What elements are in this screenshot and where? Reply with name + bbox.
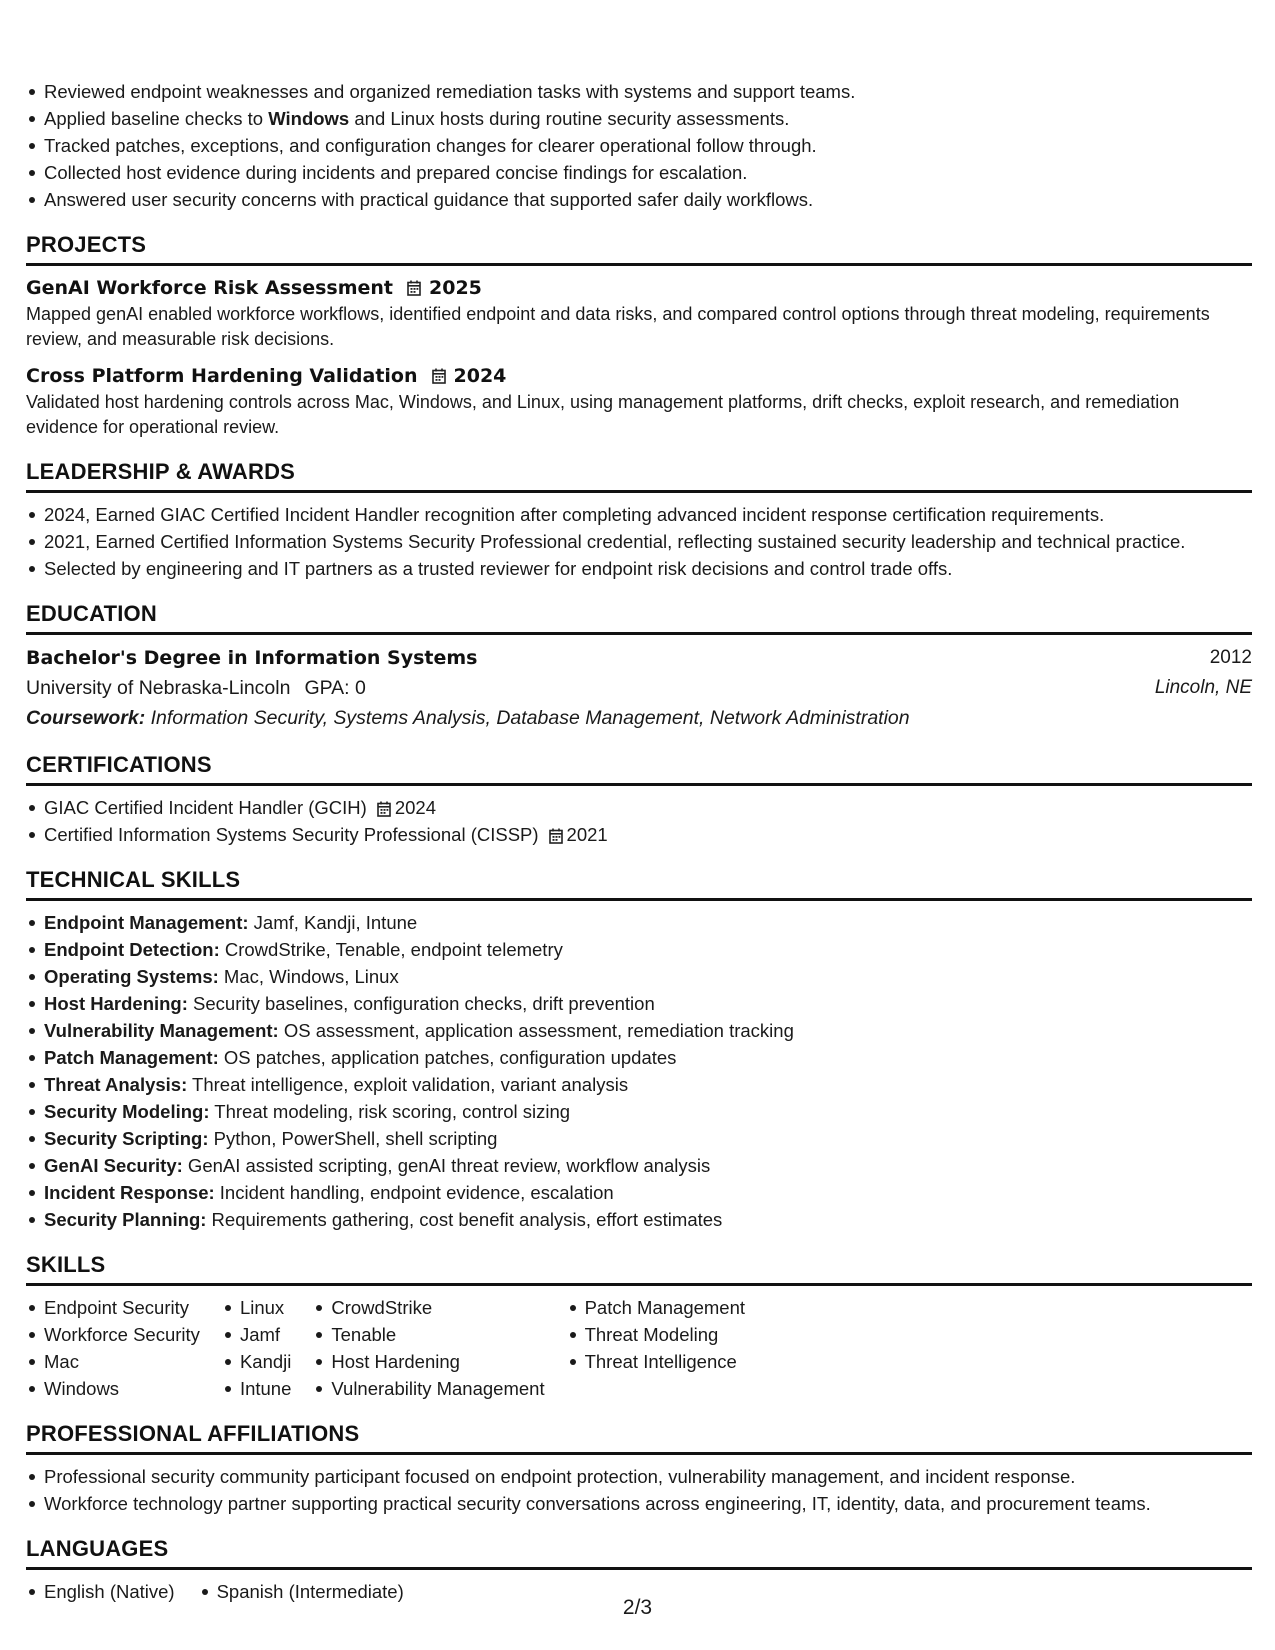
list-item <box>26 794 1252 821</box>
skills-column <box>313 1294 544 1402</box>
list-item: Threat Analysis: Threat intelligence, exploit validation, variant analysis <box>26 1071 1252 1098</box>
list-item: CrowdStrike <box>313 1294 544 1321</box>
list-item: Reviewed endpoint weaknesses and organized remediation tasks with systems and support teams. <box>26 78 1252 105</box>
school-name: University of Nebraska-Lincoln <box>26 677 291 699</box>
degree: Bachelor's Degree in Information Systems <box>26 647 478 669</box>
list-item: Mac <box>26 1348 200 1375</box>
project-item <box>26 274 1252 352</box>
list-item: Patch Management: OS patches, application patches, configuration updates <box>26 1044 1252 1071</box>
certification-name: GIAC Certified Incident Handler (GCIH) <box>44 797 367 818</box>
coursework: Coursework: Information Security, Systems Analysis, Database Management, Network Administration <box>26 707 910 729</box>
list-item: Applied baseline checks to Windows and Linux hosts during routine security assessments. <box>26 105 1252 132</box>
graduation-year: 2012 <box>1209 647 1252 668</box>
list-item: Threat Modeling <box>567 1321 745 1348</box>
skills-column <box>567 1294 745 1402</box>
list-item: Incident Response: Incident handling, endpoint evidence, escalation <box>26 1179 1252 1206</box>
list-item: Threat Intelligence <box>567 1348 745 1375</box>
project-item <box>26 362 1252 440</box>
section-title-languages: LANGUAGES <box>26 1535 1252 1570</box>
list-item: Vulnerability Management: OS assessment, application assessment, remediation tracking <box>26 1017 1252 1044</box>
certification-name: Certified Information Systems Security Professional (CISSP) <box>44 824 539 845</box>
project-description: Mapped genAI enabled workforce workflows, identified endpoint and data risks, and compared control options through threat modeling, requirements review, and measurable risk decisions. <box>26 304 1210 349</box>
list-item: Spanish (Intermediate) <box>199 1578 404 1605</box>
list-item <box>26 821 1252 848</box>
list-item: Intune <box>222 1375 291 1402</box>
list-item: Endpoint Detection: CrowdStrike, Tenable, endpoint telemetry <box>26 936 1252 963</box>
list-item: 2024, Earned GIAC Certified Incident Handler recognition after completing advanced incident response certification requirements. <box>26 501 1252 528</box>
skills-column <box>222 1294 291 1402</box>
calendar-icon <box>407 280 421 296</box>
list-item: Patch Management <box>567 1294 745 1321</box>
list-item: English (Native) <box>26 1578 175 1605</box>
section-title-affiliations: PROFESSIONAL AFFILIATIONS <box>26 1420 1252 1455</box>
list-item: GenAI Security: GenAI assisted scripting, genAI threat review, workflow analysis <box>26 1152 1252 1179</box>
gpa: GPA: 0 <box>304 677 366 699</box>
section-title-certifications: CERTIFICATIONS <box>26 751 1252 786</box>
calendar-icon <box>549 828 563 844</box>
list-item: Host Hardening: Security baselines, configuration checks, drift prevention <box>26 990 1252 1017</box>
education-school-row <box>26 673 1252 703</box>
list-item: Linux <box>222 1294 291 1321</box>
list-item: Answered user security concerns with practical guidance that supported safer daily workflows. <box>26 186 1252 213</box>
school-location: Lincoln, NE <box>1154 677 1252 698</box>
list-item: Professional security community participant focused on endpoint protection, vulnerability management, and incident response. <box>26 1463 1252 1490</box>
project-year: 2024 <box>453 365 507 387</box>
project-description: Validated host hardening controls across Mac, Windows, and Linux, using management platforms, drift checks, exploit research, and remediation evidence for operational review. <box>26 392 1180 437</box>
project-year: 2025 <box>429 277 482 299</box>
section-title-leadership: LEADERSHIP & AWARDS <box>26 458 1252 493</box>
list-item: Security Planning: Requirements gathering, cost benefit analysis, effort estimates <box>26 1206 1252 1233</box>
resume-page <box>26 78 1252 1605</box>
project-name: GenAI Workforce Risk Assessment <box>26 277 394 299</box>
skills-column <box>26 1294 200 1402</box>
list-item: Collected host evidence during incidents and prepared concise findings for escalation. <box>26 159 1252 186</box>
list-item: Workforce technology partner supporting practical security conversations across engineering, IT, identity, data, and procurement teams. <box>26 1490 1252 1517</box>
section-title-education: EDUCATION <box>26 600 1252 635</box>
list-item: Vulnerability Management <box>313 1375 544 1402</box>
list-item: Windows <box>26 1375 200 1402</box>
list-item: Security Modeling: Threat modeling, risk scoring, control sizing <box>26 1098 1252 1125</box>
certification-year: 2024 <box>394 797 436 818</box>
list-item: Tenable <box>313 1321 544 1348</box>
list-item: Kandji <box>222 1348 291 1375</box>
skills-columns <box>26 1294 1252 1402</box>
project-name: Cross Platform Hardening Validation <box>26 365 418 387</box>
leadership-list <box>26 501 1252 582</box>
list-item: Endpoint Management: Jamf, Kandji, Intune <box>26 909 1252 936</box>
calendar-icon <box>377 801 391 817</box>
list-item: Tracked patches, exceptions, and configuration changes for clearer operational follow through. <box>26 132 1252 159</box>
experience-bullets <box>26 78 1252 213</box>
section-title-technical-skills: TECHNICAL SKILLS <box>26 866 1252 901</box>
section-title-projects: PROJECTS <box>26 231 1252 266</box>
certifications-list <box>26 794 1252 848</box>
list-item: Workforce Security <box>26 1321 200 1348</box>
list-item: Endpoint Security <box>26 1294 200 1321</box>
list-item: Jamf <box>222 1321 291 1348</box>
list-item: Operating Systems: Mac, Windows, Linux <box>26 963 1252 990</box>
affiliations-list <box>26 1463 1252 1517</box>
technical-skills-list <box>26 909 1252 1233</box>
calendar-icon <box>432 368 446 384</box>
section-title-skills: SKILLS <box>26 1251 1252 1286</box>
page-number: 2/3 <box>622 1596 653 1619</box>
list-item: Selected by engineering and IT partners as a trusted reviewer for endpoint risk decisions and control trade offs. <box>26 555 1252 582</box>
list-item: 2021, Earned Certified Information Systems Security Professional credential, reflecting sustained security leadership and technical practice. <box>26 528 1252 555</box>
list-item: Host Hardening <box>313 1348 544 1375</box>
certification-year: 2021 <box>566 824 608 845</box>
education-header <box>26 643 1252 673</box>
list-item: Security Scripting: Python, PowerShell, shell scripting <box>26 1125 1252 1152</box>
